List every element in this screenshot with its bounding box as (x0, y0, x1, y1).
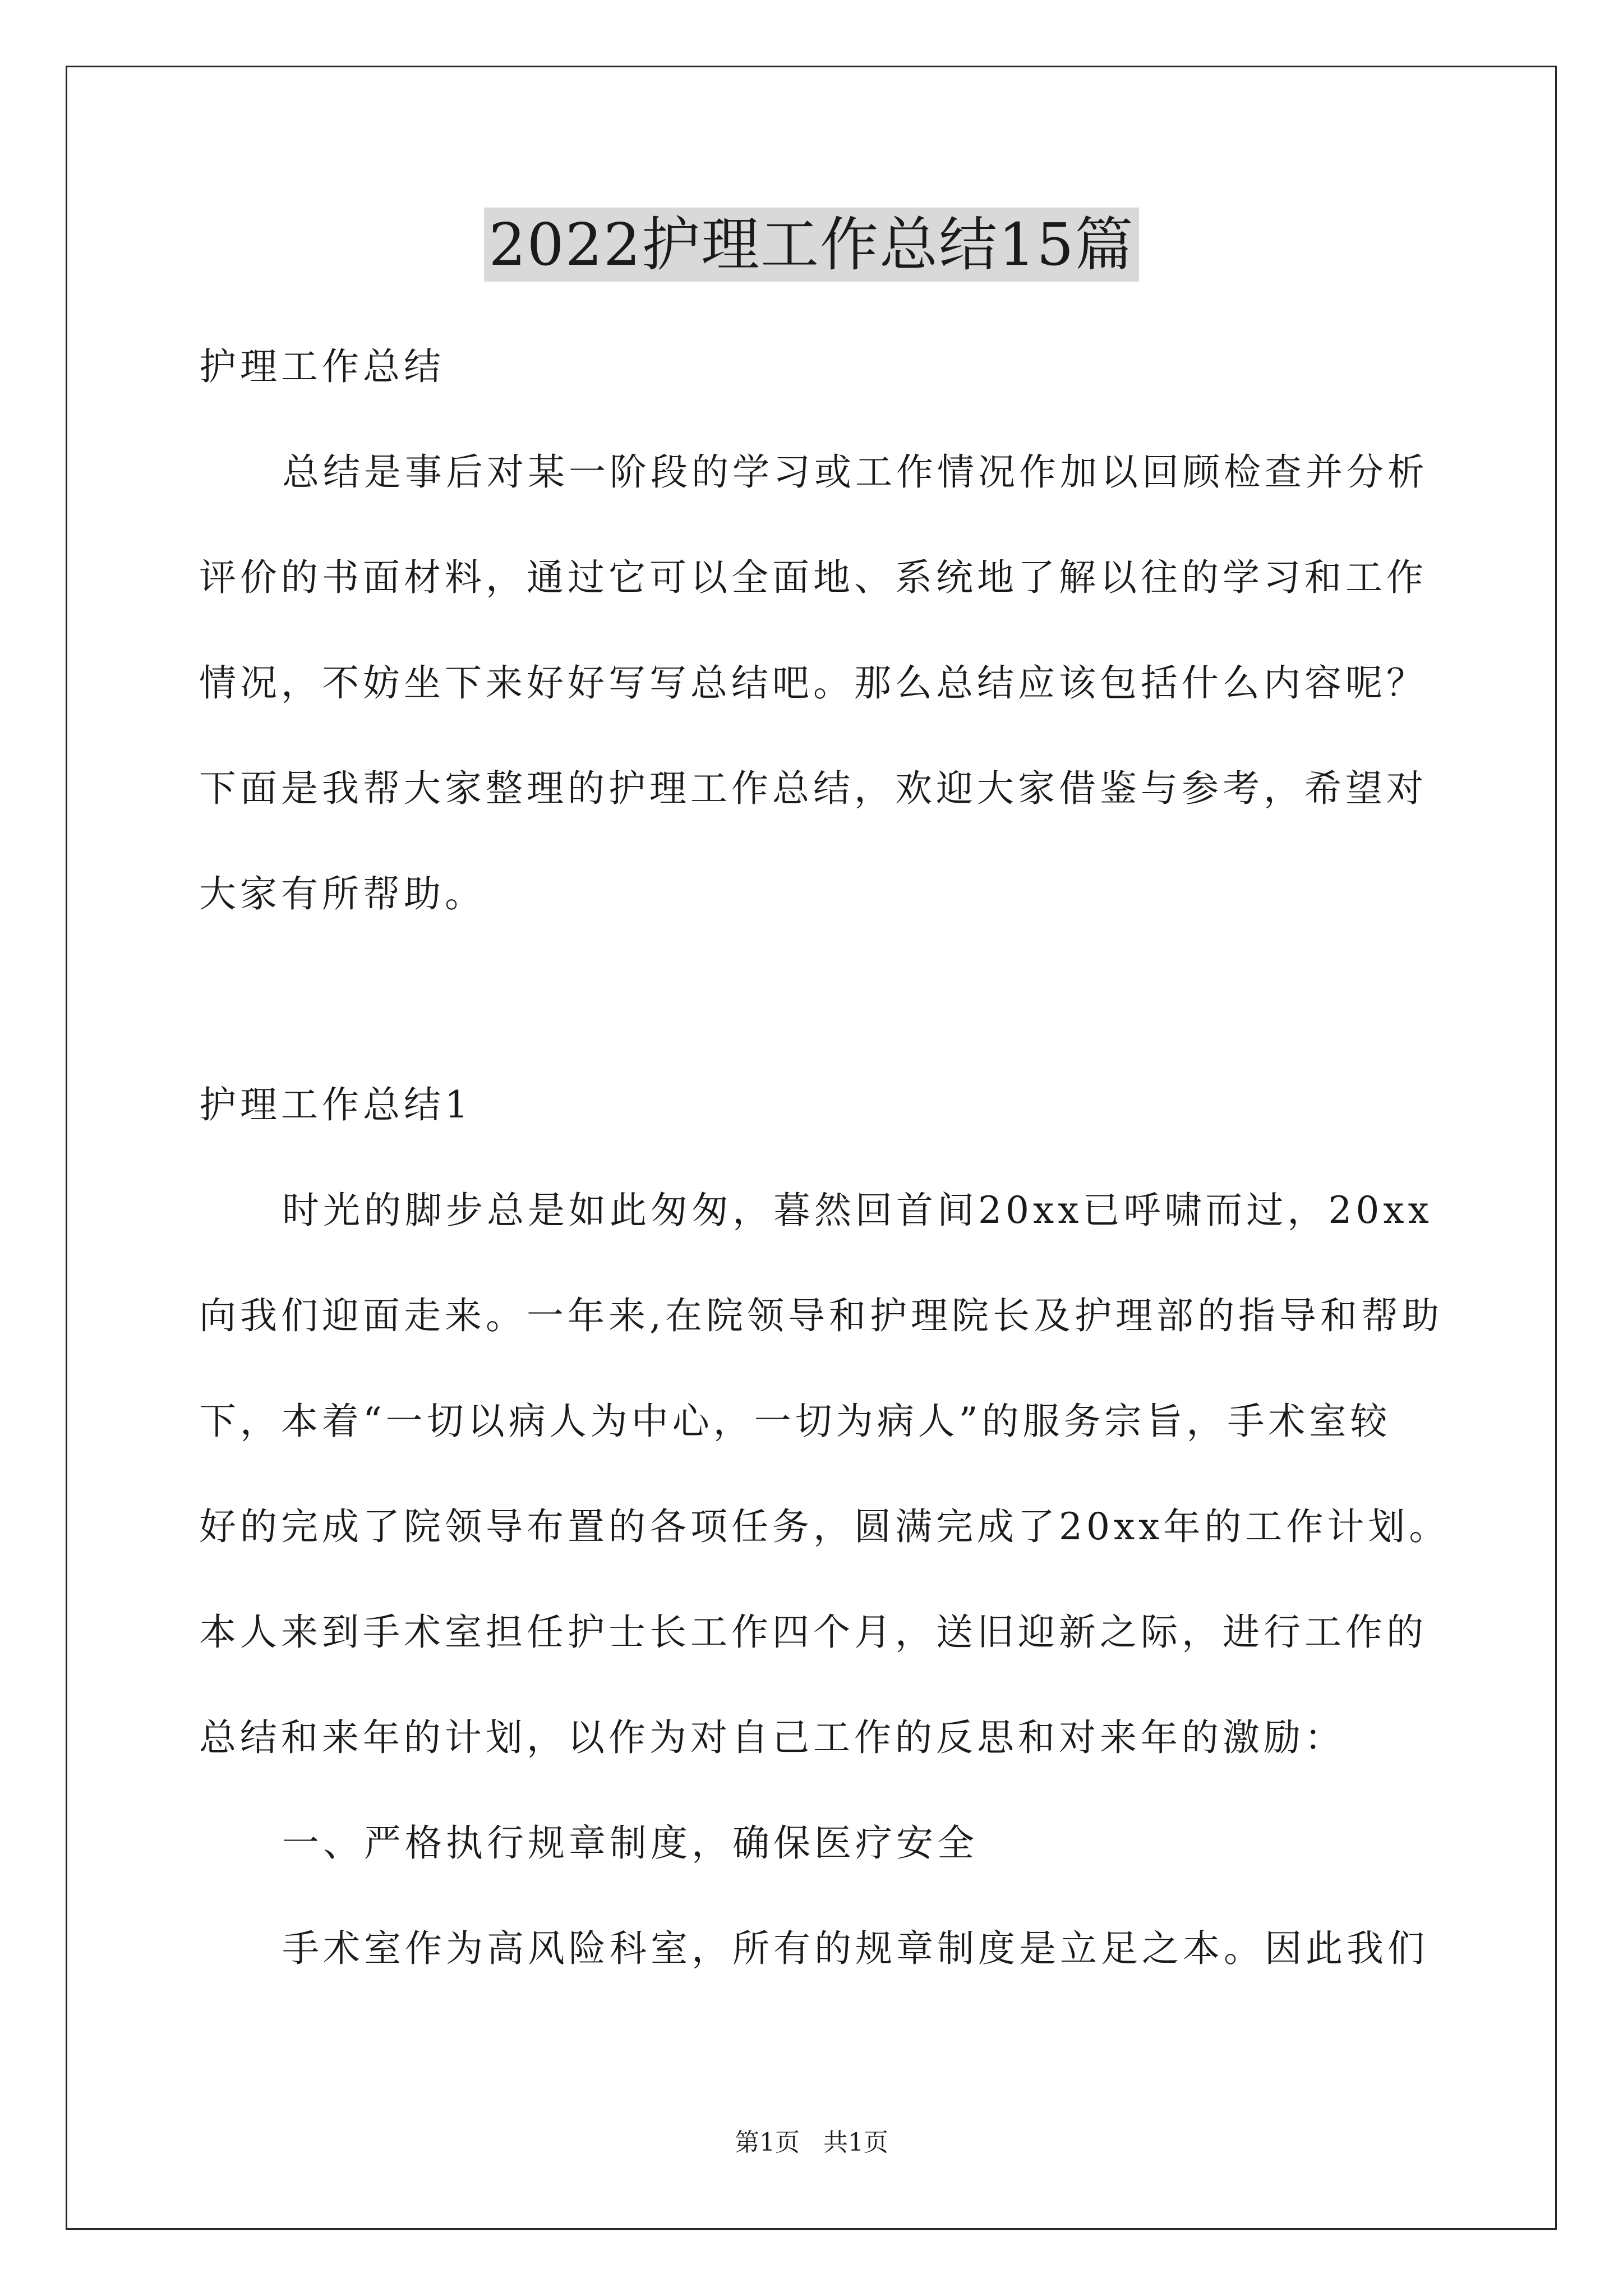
paragraph-line: 手术室作为高风险科室，所有的规章制度是立足之本。因此我们 (282, 1927, 1428, 1970)
section-heading: 护理工作总结 (199, 345, 445, 388)
document-body (199, 314, 1455, 2001)
blank-line (199, 947, 1455, 1052)
paragraph-line: 总结和来年的计划，以作为对自己工作的反思和对来年的激励： (199, 1716, 1345, 1759)
page-number: 第1页 (735, 2128, 800, 2157)
paragraph-line: 总结是事后对某一阶段的学习或工作情况作加以回顾检查并分析 (282, 450, 1428, 494)
subsection-heading: 一、严格执行规章制度，确保医疗安全 (282, 1821, 978, 1865)
paragraph-line: 大家有所帮助。 (199, 872, 486, 915)
paragraph-line: 向我们迎面走来。一年来,在院领导和护理院长及护理部的指导和帮助 (199, 1294, 1443, 1337)
paragraph-line: 时光的脚步总是如此匆匆，暮然回首间20xx已呼啸而过，20xx (282, 1189, 1433, 1232)
title-container (0, 208, 1623, 282)
paragraph-line: 评价的书面材料，通过它可以全面地、系统地了解以往的学习和工作 (199, 556, 1427, 599)
paragraph-line: 好的完成了院领导布置的各项任务，圆满完成了20xx年的工作计划。 (199, 1505, 1450, 1548)
section-heading: 护理工作总结1 (199, 1083, 472, 1126)
page-total: 共1页 (823, 2128, 888, 2157)
paragraph-line: 下面是我帮大家整理的护理工作总结，欢迎大家借鉴与参考，希望对 (199, 767, 1427, 810)
paragraph-line: 本人来到手术室担任护士长工作四个月，送旧迎新之际，进行工作的 (199, 1611, 1427, 1654)
document-title: 2022护理工作总结15篇 (484, 208, 1138, 282)
paragraph-line: 情况，不妨坐下来好好写写总结吧。那么总结应该包括什么内容呢？ (199, 661, 1427, 705)
paragraph-line: 下，本着“一切以病人为中心，一切为病人”的服务宗旨，手术室较 (199, 1400, 1391, 1443)
page-footer (0, 2126, 1623, 2160)
